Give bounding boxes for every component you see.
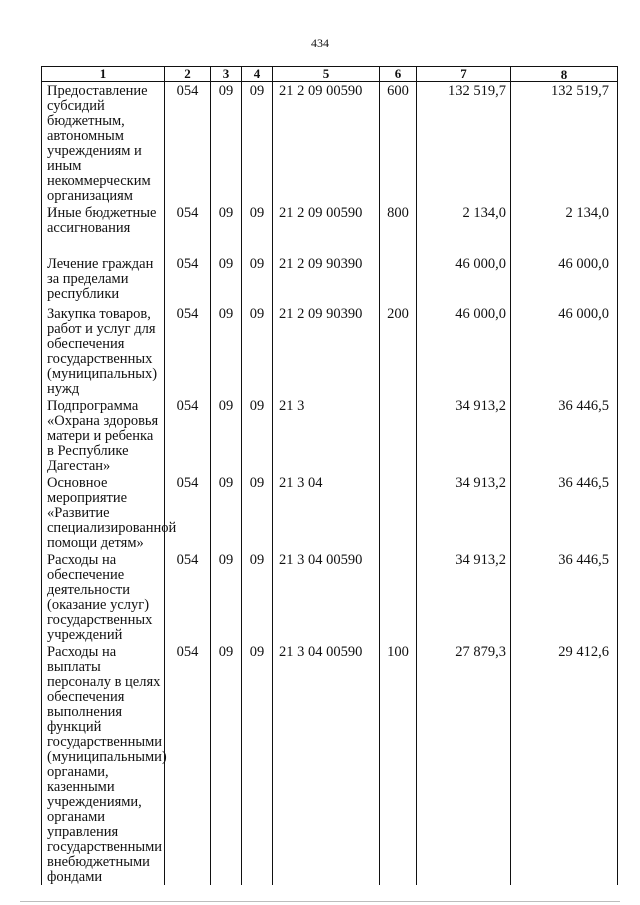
- header-col-3: 3: [211, 67, 242, 82]
- cell-target-code: 21 2 09 90390: [273, 305, 380, 397]
- cell-target-code: 21 3: [273, 397, 380, 474]
- cell-subsection: 09: [242, 82, 273, 205]
- cell-subsection: 09: [242, 643, 273, 885]
- cell-amount-1: 34 913,2: [417, 551, 511, 643]
- cell-target-code: 21 2 09 90390: [273, 255, 380, 305]
- header-col-7: 7: [417, 67, 511, 82]
- header-row: [42, 67, 618, 82]
- cell-expense-type: [380, 551, 417, 643]
- cell-expense-type: [380, 474, 417, 551]
- cell-subsection: 09: [242, 305, 273, 397]
- header-col-6: 6: [380, 67, 417, 82]
- cell-ministry-code: 054: [165, 643, 211, 885]
- table-body: [42, 82, 618, 886]
- table-row: [42, 474, 618, 551]
- cell-amount-1: 34 913,2: [417, 474, 511, 551]
- cell-amount-2: 2 134,0: [511, 204, 618, 255]
- cell-name: Закупка товаров, работ и услуг для обеспечения государственных (муниципальных) нужд: [42, 305, 165, 397]
- cell-section: 09: [211, 643, 242, 885]
- cell-name: Предоставление субсидий бюджетным, автономным учреждениям и иным некоммерческим организациям: [42, 82, 165, 205]
- header-col-1: 1: [42, 67, 165, 82]
- header-col-2: 2: [165, 67, 211, 82]
- cell-section: 09: [211, 305, 242, 397]
- cell-name: Подпрограмма «Охрана здоровья матери и ребенка в Республике Дагестан»: [42, 397, 165, 474]
- cell-ministry-code: 054: [165, 305, 211, 397]
- cell-ministry-code: 054: [165, 255, 211, 305]
- cell-expense-type: 100: [380, 643, 417, 885]
- cell-section: 09: [211, 551, 242, 643]
- cell-amount-1: 46 000,0: [417, 255, 511, 305]
- cell-expense-type: [380, 397, 417, 474]
- cell-amount-2: 36 446,5: [511, 397, 618, 474]
- cell-ministry-code: 054: [165, 474, 211, 551]
- cell-amount-1: 27 879,3: [417, 643, 511, 885]
- cell-target-code: 21 3 04 00590: [273, 551, 380, 643]
- cell-amount-2: 36 446,5: [511, 474, 618, 551]
- page-bottom-edge: [20, 901, 620, 902]
- cell-target-code: 21 2 09 00590: [273, 82, 380, 205]
- cell-section: 09: [211, 255, 242, 305]
- header-col-4: 4: [242, 67, 273, 82]
- cell-section: 09: [211, 474, 242, 551]
- page-number: 434: [311, 36, 329, 50]
- cell-subsection: 09: [242, 397, 273, 474]
- cell-expense-type: 600: [380, 82, 417, 205]
- cell-subsection: 09: [242, 204, 273, 255]
- cell-amount-2: 29 412,6: [511, 643, 618, 885]
- cell-section: 09: [211, 204, 242, 255]
- header-col-5: 5: [273, 67, 380, 82]
- cell-target-code: 21 3 04: [273, 474, 380, 551]
- cell-expense-type: [380, 255, 417, 305]
- cell-amount-2: 46 000,0: [511, 255, 618, 305]
- cell-ministry-code: 054: [165, 82, 211, 205]
- cell-amount-1: 132 519,7: [417, 82, 511, 205]
- cell-target-code: 21 3 04 00590: [273, 643, 380, 885]
- cell-section: 09: [211, 82, 242, 205]
- cell-name: Расходы на обеспечение деятельности (оказание услуг) государственных учреждений: [42, 551, 165, 643]
- table-row: [42, 204, 618, 255]
- table-row: [42, 82, 618, 205]
- cell-amount-1: 46 000,0: [417, 305, 511, 397]
- cell-amount-1: 2 134,0: [417, 204, 511, 255]
- cell-ministry-code: 054: [165, 397, 211, 474]
- cell-name: Лечение граждан за пределами республики: [42, 255, 165, 305]
- cell-amount-1: 34 913,2: [417, 397, 511, 474]
- table-row: [42, 305, 618, 397]
- table-header: [42, 67, 618, 82]
- cell-subsection: 09: [242, 255, 273, 305]
- cell-section: 09: [211, 397, 242, 474]
- table-row: [42, 255, 618, 305]
- table-row: [42, 397, 618, 474]
- cell-target-code: 21 2 09 00590: [273, 204, 380, 255]
- cell-name: Расходы на выплаты персоналу в целях обеспечения выполнения функций государственными (муниципальными) органами, казенными учреждениями, органами управления государственными внебюджетными фондами: [42, 643, 165, 885]
- table-row: [42, 643, 618, 885]
- budget-table: [41, 66, 618, 885]
- cell-subsection: 09: [242, 474, 273, 551]
- cell-name: Иные бюджетные ассигнования: [42, 204, 165, 255]
- cell-amount-2: 36 446,5: [511, 551, 618, 643]
- cell-expense-type: 200: [380, 305, 417, 397]
- cell-expense-type: 800: [380, 204, 417, 255]
- header-col-8: 8: [511, 67, 618, 82]
- cell-subsection: 09: [242, 551, 273, 643]
- cell-name: Основное мероприятие «Развитие специализированной помощи детям»: [42, 474, 165, 551]
- table-row: [42, 551, 618, 643]
- cell-amount-2: 132 519,7: [511, 82, 618, 205]
- cell-amount-2: 46 000,0: [511, 305, 618, 397]
- cell-ministry-code: 054: [165, 204, 211, 255]
- cell-ministry-code: 054: [165, 551, 211, 643]
